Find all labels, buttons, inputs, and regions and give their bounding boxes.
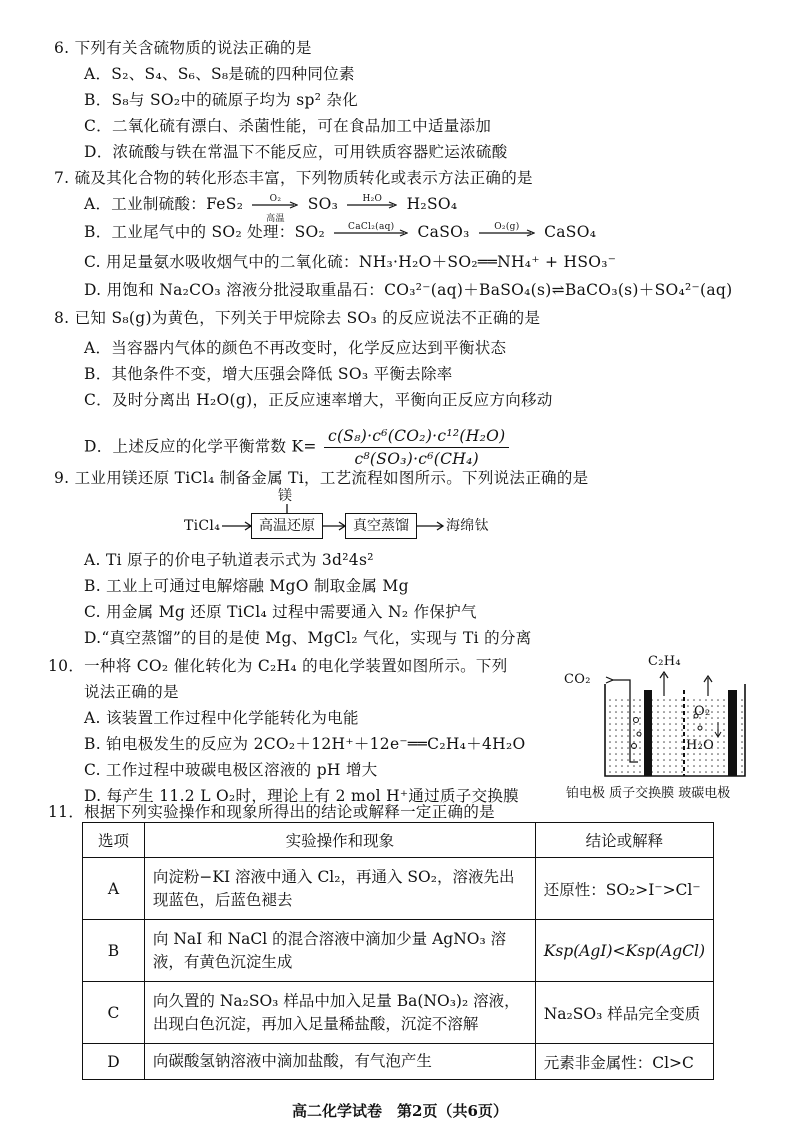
q9-option-a: A. Ti 原子的价电子轨道表示式为 3d²4s²	[84, 551, 374, 569]
table-row	[83, 1044, 714, 1080]
q10-stem-line1: 10．一种将 CO₂ 催化转化为 C₂H₄ 的电化学装置如图所示。下列	[48, 657, 508, 675]
q6-option-a: A．S₂、S₄、S₆、S₈是硫的四种同位素	[84, 65, 355, 83]
table-row	[83, 858, 714, 920]
q7-b-mid: CaSO₃	[417, 223, 470, 241]
q8-stem: 8. 已知 S₈(g)为黄色，下列关于甲烷除去 SO₃ 的反应说法不正确的是	[54, 309, 541, 327]
flow-box-distillation: 真空蒸馏	[345, 513, 417, 539]
q7-b-arrow1	[334, 222, 408, 237]
q8-option-a: A．当容器内气体的颜色不再改变时，化学反应达到平衡状态	[84, 339, 507, 357]
row-operation: 向 NaI 和 NaCl 的混合溶液中滴加少量 AgNO₃ 溶液，有黄色沉淀生成	[144, 920, 535, 982]
q7-option-d: D. 用饱和 Na₂CO₃ 溶液分批浸取重晶石：CO₃²⁻(aq)＋BaSO₄(s)⇌BaCO₃(s)＋SO₄²⁻(aq)	[84, 281, 733, 299]
equilibrium-constant-fraction	[324, 426, 509, 469]
q10-option-d: D. 每产生 11.2 L O₂时，理论上有 2 mol H⁺通过质子交换膜	[84, 787, 519, 805]
q7-a-arrow1-bot: 高温	[266, 214, 285, 224]
flow-top-label: 镁	[278, 488, 293, 504]
q7-a-arrow2	[347, 194, 397, 209]
q10-option-a: A. 该装置工作过程中化学能转化为电能	[84, 709, 359, 727]
experiment-table	[82, 822, 714, 1080]
table-header-row	[83, 823, 714, 858]
q6-option-d: D．浓硫酸与铁在常温下不能反应，可用铁质容器贮运浓硫酸	[84, 143, 508, 161]
q8-d-prefix: D．上述反应的化学平衡常数 K=	[84, 437, 317, 456]
q7-a-end: H₂SO₄	[406, 195, 458, 213]
q7-option-b	[84, 222, 596, 242]
q6-option-c: C．二氧化硫有漂白、杀菌性能，可在食品加工中适量添加	[84, 117, 492, 135]
fig-label-o2: O₂	[694, 704, 711, 719]
q6-option-b: B．S₈与 SO₂中的硫原子均为 sp² 杂化	[84, 91, 359, 109]
q10-stem-line2: 说法正确的是	[84, 683, 179, 701]
q9-option-d: D.“真空蒸馏”的目的是使 Mg、MgCl₂ 气化，实现与 Ti 的分离	[84, 629, 532, 647]
header-conclusion: 结论或解释	[535, 823, 713, 858]
q7-a-mid: SO₃	[307, 195, 339, 213]
q8-option-d	[84, 426, 509, 469]
fraction-numerator: c(S₈)·c⁶(CO₂)·c¹²(H₂O)	[324, 426, 509, 448]
q11-stem: 11．根据下列实验操作和现象所得出的结论或解释一定正确的是	[48, 803, 495, 821]
q7-b-end: CaSO₄	[544, 223, 597, 241]
header-operation: 实验操作和现象	[144, 823, 535, 858]
q7-option-c: C. 用足量氨水吸收烟气中的二氧化硫：NH₃·H₂O＋SO₂══NH₄⁺ + HSO₃⁻	[84, 253, 617, 271]
q8-option-c: C．及时分离出 H₂O(g)，正反应速率增大，平衡向正反应方向移动	[84, 391, 553, 409]
fraction-denominator: c⁸(SO₃)·c⁶(CH₄)	[354, 450, 479, 468]
fig-caption: 铂电极 质子交换膜 玻碳电极	[566, 786, 731, 801]
fig-label-c2h4: C₂H₄	[648, 654, 681, 669]
flow-end: 海绵钛	[446, 518, 489, 534]
row-option: A	[83, 858, 145, 920]
q7-stem: 7. 硫及其化合物的转化形态丰富，下列物质转化或表示方法正确的是	[54, 169, 533, 187]
row-operation: 向久置的 Na₂SO₃ 样品中加入足量 Ba(NO₃)₂ 溶液，出现白色沉淀，再加入足量稀盐酸，沉淀不溶解	[144, 982, 535, 1044]
q8-option-b: B．其他条件不变，增大压强会降低 SO₃ 平衡去除率	[84, 365, 453, 383]
fig-label-h2o: H₂O	[686, 738, 715, 753]
table-row	[83, 920, 714, 982]
flow-start: TiCl₄	[184, 518, 221, 534]
row-option: D	[83, 1044, 145, 1080]
flow-box-reduction: 高温还原	[251, 513, 323, 539]
q6-stem: 6. 下列有关含硫物质的说法正确的是	[54, 39, 312, 57]
q7-option-a	[84, 194, 458, 224]
q7-b-arrow1-top: CaCl₂(aq)	[348, 222, 395, 232]
q9-stem: 9. 工业用镁还原 TiCl₄ 制备金属 Ti，工艺流程如图所示。下列说法正确的是	[54, 469, 589, 487]
q7-b-arrow2	[479, 222, 535, 237]
page-footer: 高二化学试卷 第2页（共6页）	[292, 1102, 508, 1120]
header-option: 选项	[83, 823, 145, 858]
q10-option-c: C. 工作过程中玻碳电极区溶液的 pH 增大	[84, 761, 378, 779]
q7-a-arrow1	[252, 194, 298, 224]
row-option: C	[83, 982, 145, 1044]
q9-option-c: C. 用金属 Mg 还原 TiCl₄ 过程中需要通入 N₂ 作保护气	[84, 603, 477, 621]
q9-option-b: B. 工业上可通过电解熔融 MgO 制取金属 Mg	[84, 577, 409, 595]
row-conclusion: Ksp(AgI)<Ksp(AgCl)	[535, 920, 713, 982]
row-option: B	[83, 920, 145, 982]
fig-label-co2: CO₂	[564, 672, 591, 687]
row-conclusion: Na₂SO₃ 样品完全变质	[535, 982, 713, 1044]
q7-b-prefix: B．工业尾气中的 SO₂ 处理：SO₂	[84, 223, 326, 241]
row-operation: 向淀粉−KI 溶液中通入 Cl₂，再通入 SO₂，溶液先出现蓝色，后蓝色褪去	[144, 858, 535, 920]
row-conclusion: 元素非金属性：Cl>C	[535, 1044, 713, 1080]
q7-b-arrow2-top: O₂(g)	[494, 222, 520, 232]
row-conclusion: 还原性：SO₂>I⁻>Cl⁻	[535, 858, 713, 920]
q10-option-b: B. 铂电极发生的反应为 2CO₂＋12H⁺＋12e⁻══C₂H₄＋4H₂O	[84, 735, 526, 753]
table-row	[83, 982, 714, 1044]
q7-a-arrow2-top: H₂O	[362, 194, 383, 204]
q7-a-arrow1-top: O₂	[269, 194, 282, 204]
q7-a-prefix: A．工业制硫酸：FeS₂	[84, 195, 244, 213]
row-operation: 向碳酸氢钠溶液中滴加盐酸，有气泡产生	[144, 1044, 535, 1080]
